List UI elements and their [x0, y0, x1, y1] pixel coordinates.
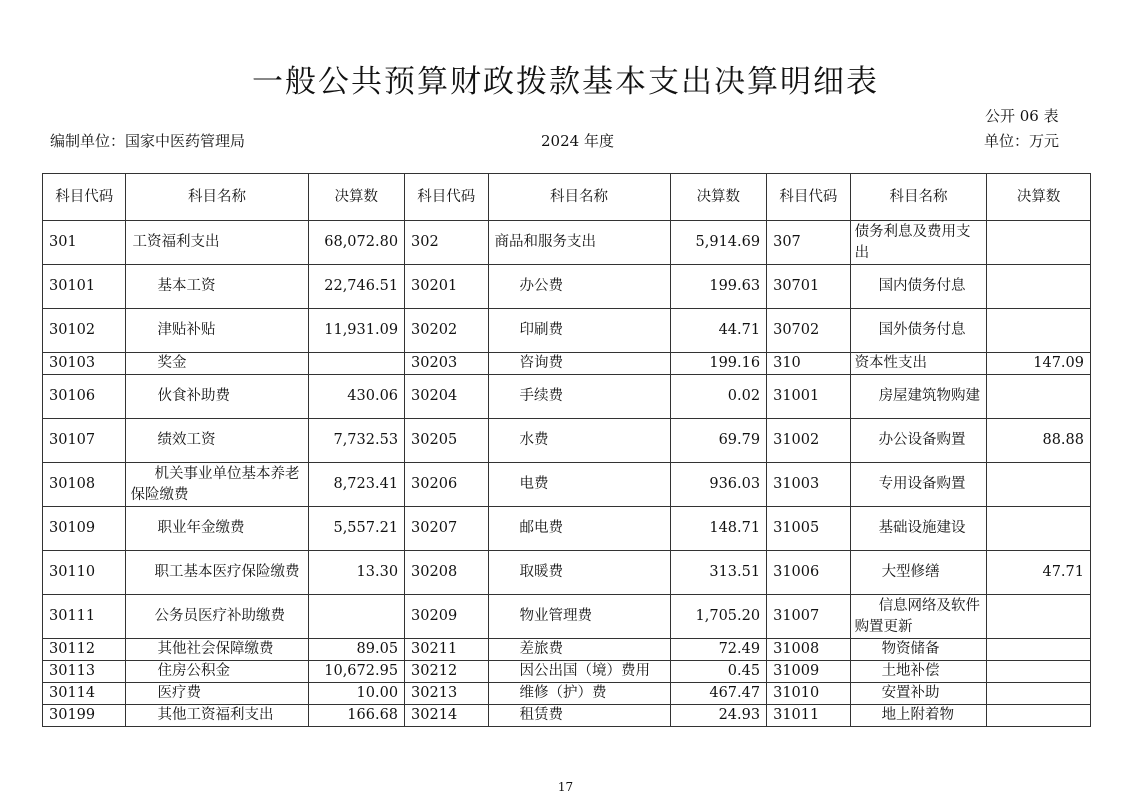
cell-name: 大型修缮: [850, 551, 987, 595]
table-row: [43, 353, 1091, 375]
cell-name: 房屋建筑物购建: [850, 375, 987, 419]
form-number: 公开 06 表: [985, 107, 1059, 125]
cell-code: 30214: [405, 705, 488, 727]
cell-code: 30702: [767, 309, 850, 353]
table-row: [43, 265, 1091, 309]
cell-name: 基本工资: [126, 265, 308, 309]
cell-amount: 69.79: [670, 419, 767, 463]
cell-name: 差旅费: [488, 639, 670, 661]
cell-name: 绩效工资: [126, 419, 308, 463]
cell-amount: 24.93: [670, 705, 767, 727]
cell-amount: 72.49: [670, 639, 767, 661]
cell-name: 商品和服务支出: [488, 221, 670, 265]
cell-code: 30213: [405, 683, 488, 705]
cell-name: 租赁费: [488, 705, 670, 727]
cell-code: 30211: [405, 639, 488, 661]
cell-amount: 13.30: [308, 551, 405, 595]
table-row: [43, 309, 1091, 353]
cell-code: 30212: [405, 661, 488, 683]
cell-name: 电费: [488, 463, 670, 507]
cell-amount: 0.02: [670, 375, 767, 419]
cell-code: 31011: [767, 705, 850, 727]
cell-name: 土地补偿: [850, 661, 987, 683]
currency-unit: 单位：万元: [984, 132, 1060, 150]
table-row: [43, 463, 1091, 507]
cell-code: 31008: [767, 639, 850, 661]
cell-name: 维修（护）费: [488, 683, 670, 705]
cell-name: 津贴补贴: [126, 309, 308, 353]
cell-name: 地上附着物: [850, 705, 987, 727]
col-header: 科目名称: [126, 174, 308, 221]
cell-code: 31005: [767, 507, 850, 551]
cell-amount: 147.09: [987, 353, 1091, 375]
cell-code: 30108: [43, 463, 126, 507]
cell-code: 30113: [43, 661, 126, 683]
col-header: 科目名称: [850, 174, 987, 221]
cell-name: 咨询费: [488, 353, 670, 375]
cell-code: 30201: [405, 265, 488, 309]
cell-name: 物业管理费: [488, 595, 670, 639]
table-row: [43, 705, 1091, 727]
cell-amount: 7,732.53: [308, 419, 405, 463]
cell-name: 职工基本医疗保险缴费: [126, 551, 308, 595]
cell-amount: 89.05: [308, 639, 405, 661]
cell-amount: [987, 463, 1091, 507]
cell-name: 基础设施建设: [850, 507, 987, 551]
cell-code: 30205: [405, 419, 488, 463]
cell-amount: 8,723.41: [308, 463, 405, 507]
cell-amount: [987, 265, 1091, 309]
cell-amount: 88.88: [987, 419, 1091, 463]
cell-code: 30209: [405, 595, 488, 639]
cell-code: 30203: [405, 353, 488, 375]
fiscal-year: 2024 年度: [541, 132, 614, 150]
cell-amount: 10,672.95: [308, 661, 405, 683]
table-row: [43, 595, 1091, 639]
cell-code: 30114: [43, 683, 126, 705]
table-row: [43, 221, 1091, 265]
cell-name: 工资福利支出: [126, 221, 308, 265]
cell-name: 专用设备购置: [850, 463, 987, 507]
cell-code: 30107: [43, 419, 126, 463]
cell-name: 安置补助: [850, 683, 987, 705]
cell-code: 31001: [767, 375, 850, 419]
cell-amount: [987, 309, 1091, 353]
cell-amount: 22,746.51: [308, 265, 405, 309]
cell-name: 国内债务付息: [850, 265, 987, 309]
cell-name: 办公设备购置: [850, 419, 987, 463]
cell-code: 30204: [405, 375, 488, 419]
cell-amount: [987, 661, 1091, 683]
cell-code: 30199: [43, 705, 126, 727]
cell-code: 30207: [405, 507, 488, 551]
cell-code: 31007: [767, 595, 850, 639]
cell-amount: 199.16: [670, 353, 767, 375]
col-header: 科目代码: [405, 174, 488, 221]
cell-code: 31006: [767, 551, 850, 595]
cell-amount: [308, 353, 405, 375]
cell-name: 奖金: [126, 353, 308, 375]
cell-code: 307: [767, 221, 850, 265]
cell-name: 邮电费: [488, 507, 670, 551]
cell-code: 30701: [767, 265, 850, 309]
cell-amount: 11,931.09: [308, 309, 405, 353]
cell-code: 31010: [767, 683, 850, 705]
cell-amount: 936.03: [670, 463, 767, 507]
cell-code: 30112: [43, 639, 126, 661]
cell-amount: 5,557.21: [308, 507, 405, 551]
cell-amount: [987, 375, 1091, 419]
cell-name: 因公出国（境）费用: [488, 661, 670, 683]
cell-name: 公务员医疗补助缴费: [126, 595, 308, 639]
cell-amount: 5,914.69: [670, 221, 767, 265]
cell-code: 30206: [405, 463, 488, 507]
col-header: 决算数: [670, 174, 767, 221]
cell-code: 30208: [405, 551, 488, 595]
page-title: 一般公共预算财政拨款基本支出决算明细表: [252, 64, 879, 100]
cell-amount: [987, 705, 1091, 727]
cell-name: 其他工资福利支出: [126, 705, 308, 727]
cell-amount: 430.06: [308, 375, 405, 419]
col-header: 科目名称: [488, 174, 670, 221]
cell-code: 30110: [43, 551, 126, 595]
cell-amount: [987, 683, 1091, 705]
cell-amount: 44.71: [670, 309, 767, 353]
cell-code: 31002: [767, 419, 850, 463]
cell-name: 医疗费: [126, 683, 308, 705]
col-header: 科目代码: [43, 174, 126, 221]
page-number: 17: [557, 780, 574, 794]
cell-code: 30102: [43, 309, 126, 353]
table-row: [43, 375, 1091, 419]
cell-name: 信息网络及软件购置更新: [850, 595, 987, 639]
cell-amount: [987, 507, 1091, 551]
col-header: 决算数: [308, 174, 405, 221]
cell-name: 住房公积金: [126, 661, 308, 683]
table-row: [43, 683, 1091, 705]
cell-name: 手续费: [488, 375, 670, 419]
cell-amount: 467.47: [670, 683, 767, 705]
cell-amount: [987, 595, 1091, 639]
cell-amount: [987, 221, 1091, 265]
cell-name: 债务利息及费用支出: [850, 221, 987, 265]
cell-code: 30111: [43, 595, 126, 639]
cell-code: 302: [405, 221, 488, 265]
cell-name: 机关事业单位基本养老保险缴费: [126, 463, 308, 507]
cell-name: 办公费: [488, 265, 670, 309]
table-row: [43, 419, 1091, 463]
cell-amount: 47.71: [987, 551, 1091, 595]
cell-code: 30109: [43, 507, 126, 551]
cell-code: 30101: [43, 265, 126, 309]
table-row: [43, 507, 1091, 551]
cell-amount: 0.45: [670, 661, 767, 683]
cell-amount: 68,072.80: [308, 221, 405, 265]
table-header-row: [43, 174, 1091, 221]
cell-name: 职业年金缴费: [126, 507, 308, 551]
table-row: [43, 639, 1091, 661]
cell-amount: 148.71: [670, 507, 767, 551]
cell-code: 30103: [43, 353, 126, 375]
cell-code: 30202: [405, 309, 488, 353]
cell-amount: [987, 639, 1091, 661]
expenditure-table: [42, 173, 1091, 727]
cell-name: 伙食补助费: [126, 375, 308, 419]
cell-name: 资本性支出: [850, 353, 987, 375]
cell-code: 30106: [43, 375, 126, 419]
col-header: 决算数: [987, 174, 1091, 221]
table-row: [43, 551, 1091, 595]
compiling-unit: 编制单位：国家中医药管理局: [50, 132, 246, 150]
cell-amount: 313.51: [670, 551, 767, 595]
col-header: 科目代码: [767, 174, 850, 221]
table-row: [43, 661, 1091, 683]
cell-amount: 10.00: [308, 683, 405, 705]
cell-name: 物资储备: [850, 639, 987, 661]
cell-name: 国外债务付息: [850, 309, 987, 353]
cell-amount: 166.68: [308, 705, 405, 727]
cell-name: 其他社会保障缴费: [126, 639, 308, 661]
cell-code: 310: [767, 353, 850, 375]
cell-code: 31003: [767, 463, 850, 507]
cell-amount: 1,705.20: [670, 595, 767, 639]
cell-name: 印刷费: [488, 309, 670, 353]
cell-amount: [308, 595, 405, 639]
cell-code: 301: [43, 221, 126, 265]
cell-code: 31009: [767, 661, 850, 683]
cell-name: 水费: [488, 419, 670, 463]
cell-amount: 199.63: [670, 265, 767, 309]
cell-name: 取暖费: [488, 551, 670, 595]
